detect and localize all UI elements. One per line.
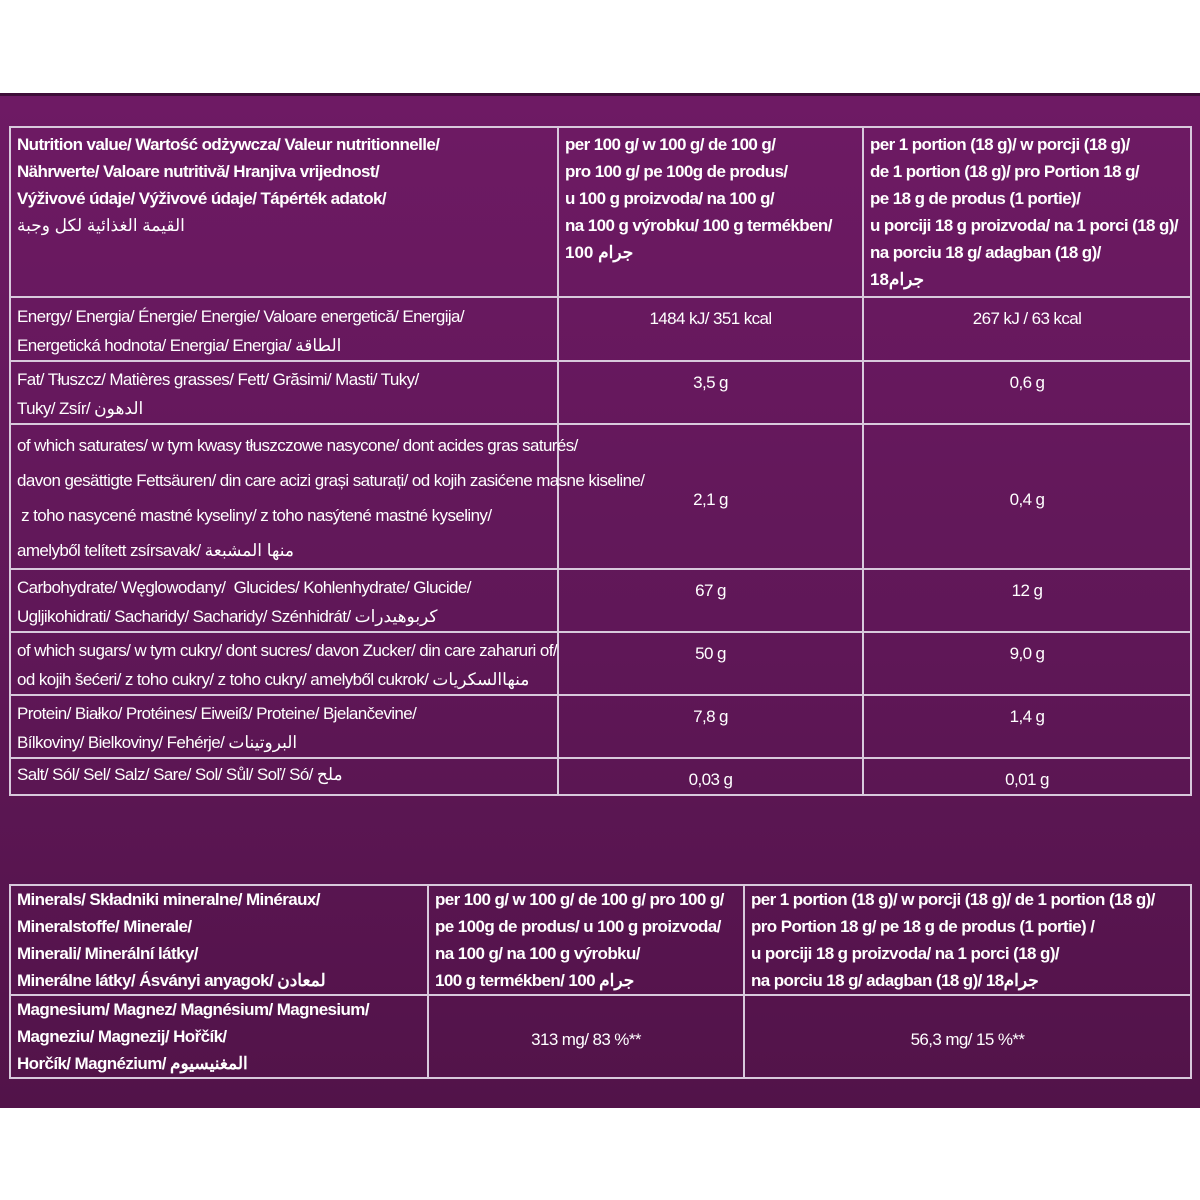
nutrition-header-portion <box>863 127 1191 297</box>
minerals-table <box>9 884 1192 1079</box>
nutrient-label-line: Carbohydrate/ Węglowodany/ Glucides/ Kohlenhydrate/ Glucide/ <box>17 578 471 597</box>
nutrient-portion-value: 1,4 g <box>863 695 1191 758</box>
nutrient-label-line: Energetická hodnota/ Energia/ Energia/ الطاقة <box>17 336 342 355</box>
nutrient-label <box>10 424 645 569</box>
minerals-portion-line: u porciji 18 g proizvoda/ na 1 porci (18 g)/ <box>751 944 1059 963</box>
header-label-line-arabic: القيمة الغذائية لكل وجبة <box>17 216 185 235</box>
minerals-label-line: Minerals/ Składniki mineralne/ Minéraux/ <box>17 890 320 909</box>
header-per100-line: per 100 g/ w 100 g/ de 100 g/ <box>565 135 776 154</box>
nutrient-per100-value: 2,1 g <box>558 424 863 569</box>
nutrient-label-line: od kojih šećeri/ z toho cukry/ z toho cukry/ amelyből cukrok/ منهاالسكريات <box>17 670 530 689</box>
nutrient-portion-value: 9,0 g <box>863 632 1191 695</box>
nutrient-label <box>10 361 558 424</box>
nutrient-label-line: of which saturates/ w tym kwasy tłuszczowe nasycone/ dont acides gras saturés/ <box>17 436 578 455</box>
nutrition-header-per100 <box>558 127 863 297</box>
minerals-header-row <box>10 885 1191 995</box>
nutrient-row-energy <box>10 297 1191 361</box>
nutrient-label-line: Fat/ Tłuszcz/ Matières grasses/ Fett/ Grăsimi/ Masti/ Tuky/ <box>17 370 419 389</box>
mineral-label <box>10 995 428 1078</box>
nutrition-panel <box>0 93 1200 1108</box>
minerals-portion-line: pro Portion 18 g/ pe 18 g de produs (1 portie) / <box>751 917 1095 936</box>
header-per100-line: pro 100 g/ pe 100g de produs/ <box>565 162 788 181</box>
header-per100-line-arabic: 100 جرام <box>565 243 634 262</box>
minerals-label-line: Minerali/ Minerální látky/ <box>17 944 198 963</box>
minerals-per100-line: per 100 g/ w 100 g/ de 100 g/ pro 100 g/ <box>435 890 724 909</box>
header-portion-line: de 1 portion (18 g)/ pro Portion 18 g/ <box>870 162 1140 181</box>
nutrient-label-line: of which sugars/ w tym cukry/ dont sucres/ davon Zucker/ din care zaharuri of/ <box>17 641 557 660</box>
nutrient-label <box>10 758 558 795</box>
nutrient-label-line: Ugljikohidrati/ Sacharidy/ Sacharidy/ Szénhidrát/ كربوهيدرات <box>17 607 438 626</box>
nutrient-row-fat <box>10 361 1191 424</box>
nutrition-table <box>9 126 1192 796</box>
nutrient-per100-value: 0,03 g <box>558 758 863 795</box>
minerals-portion-line: na porciu 18 g/ adagban (18 g)/ 18جرام <box>751 971 1039 990</box>
nutrient-portion-value: 267 kJ / 63 kcal <box>863 297 1191 361</box>
nutrient-label <box>10 569 558 632</box>
header-label-line: Výživové údaje/ Výživové údaje/ Tápérték adatok/ <box>17 189 386 208</box>
nutrient-label-line: Protein/ Białko/ Protéines/ Eiweiß/ Proteine/ Bjelančevine/ <box>17 704 417 723</box>
mineral-label-line: Magnesium/ Magnez/ Magnésium/ Magnesium/ <box>17 1000 369 1019</box>
nutrient-row-saturates <box>10 424 1191 569</box>
minerals-portion-line: per 1 portion (18 g)/ w porcji (18 g)/ de 1 portion (18 g)/ <box>751 890 1155 909</box>
mineral-label-line: Magneziu/ Magnezij/ Hořčík/ <box>17 1027 227 1046</box>
minerals-label-line: Mineralstoffe/ Minerale/ <box>17 917 192 936</box>
header-per100-line: u 100 g proizvoda/ na 100 g/ <box>565 189 774 208</box>
nutrient-label-line: Bílkoviny/ Bielkoviny/ Fehérje/ البروتينات <box>17 733 298 752</box>
nutrient-portion-value: 0,6 g <box>863 361 1191 424</box>
mineral-row-magnesium <box>10 995 1191 1078</box>
nutrient-label-line: z toho nasycené mastné kyseliny/ z toho nasýtené mastné kyseliny/ <box>17 506 492 525</box>
minerals-per100-line: na 100 g/ na 100 g výrobku/ <box>435 944 640 963</box>
header-portion-line: pe 18 g de produs (1 portie)/ <box>870 189 1081 208</box>
mineral-per100-value: 313 mg/ 83 %** <box>428 995 744 1078</box>
nutrient-per100-value: 50 g <box>558 632 863 695</box>
header-portion-line: per 1 portion (18 g)/ w porcji (18 g)/ <box>870 135 1130 154</box>
nutrient-label-line: Energy/ Energia/ Énergie/ Energie/ Valoare energetică/ Energija/ <box>17 307 465 326</box>
nutrient-label-line: davon gesättigte Fettsäuren/ din care acizi grași saturați/ od kojih zasićene masne kiseline/ <box>17 471 645 490</box>
nutrient-label-line: amelyből telített zsírsavak/ منها المشبعة <box>17 541 294 560</box>
minerals-label-line: Minerálne látky/ Ásványi anyagok/ لمعادن <box>17 971 326 990</box>
nutrient-per100-value: 7,8 g <box>558 695 863 758</box>
nutrient-row-salt <box>10 758 1191 795</box>
header-label-line: Nutrition value/ Wartość odżywcza/ Valeur nutritionnelle/ <box>17 135 440 154</box>
nutrient-per100-value: 67 g <box>558 569 863 632</box>
nutrition-header-row <box>10 127 1191 297</box>
nutrient-label <box>10 695 558 758</box>
nutrient-per100-value: 3,5 g <box>558 361 863 424</box>
mineral-label-line: Horčík/ Magnézium/ المغنيسيوم <box>17 1054 248 1073</box>
minerals-per100-line: pe 100g de produs/ u 100 g proizvoda/ <box>435 917 721 936</box>
minerals-per100-line: 100 g termékben/ 100 جرام <box>435 971 635 990</box>
nutrient-portion-value: 0,01 g <box>863 758 1191 795</box>
nutrient-row-sugars <box>10 632 1191 695</box>
nutrient-label <box>10 297 558 361</box>
nutrient-per100-value: 1484 kJ/ 351 kcal <box>558 297 863 361</box>
minerals-header-per100 <box>428 885 744 995</box>
nutrient-portion-value: 12 g <box>863 569 1191 632</box>
nutrient-row-protein <box>10 695 1191 758</box>
minerals-header-portion <box>744 885 1191 995</box>
header-per100-line: na 100 g výrobku/ 100 g termékben/ <box>565 216 832 235</box>
mineral-portion-value: 56,3 mg/ 15 %** <box>744 995 1191 1078</box>
header-portion-line-arabic: 18جرام <box>870 270 925 289</box>
nutrient-label-line: Salt/ Sól/ Sel/ Salz/ Sare/ Sol/ Sůl/ Soľ/ Só/ ملح <box>17 765 343 784</box>
nutrient-row-carbohydrate <box>10 569 1191 632</box>
nutrient-portion-value: 0,4 g <box>863 424 1191 569</box>
header-label-line: Nährwerte/ Valoare nutritivă/ Hranjiva vrijednost/ <box>17 162 380 181</box>
nutrient-label-line: Tuky/ Zsír/ الدهون <box>17 399 144 418</box>
minerals-header-label <box>10 885 428 995</box>
panel-top-edge <box>0 93 1200 96</box>
nutrient-label <box>10 632 558 695</box>
nutrition-header-label <box>10 127 558 297</box>
header-portion-line: na porciu 18 g/ adagban (18 g)/ <box>870 243 1101 262</box>
header-portion-line: u porciji 18 g proizvoda/ na 1 porci (18 g)/ <box>870 216 1178 235</box>
